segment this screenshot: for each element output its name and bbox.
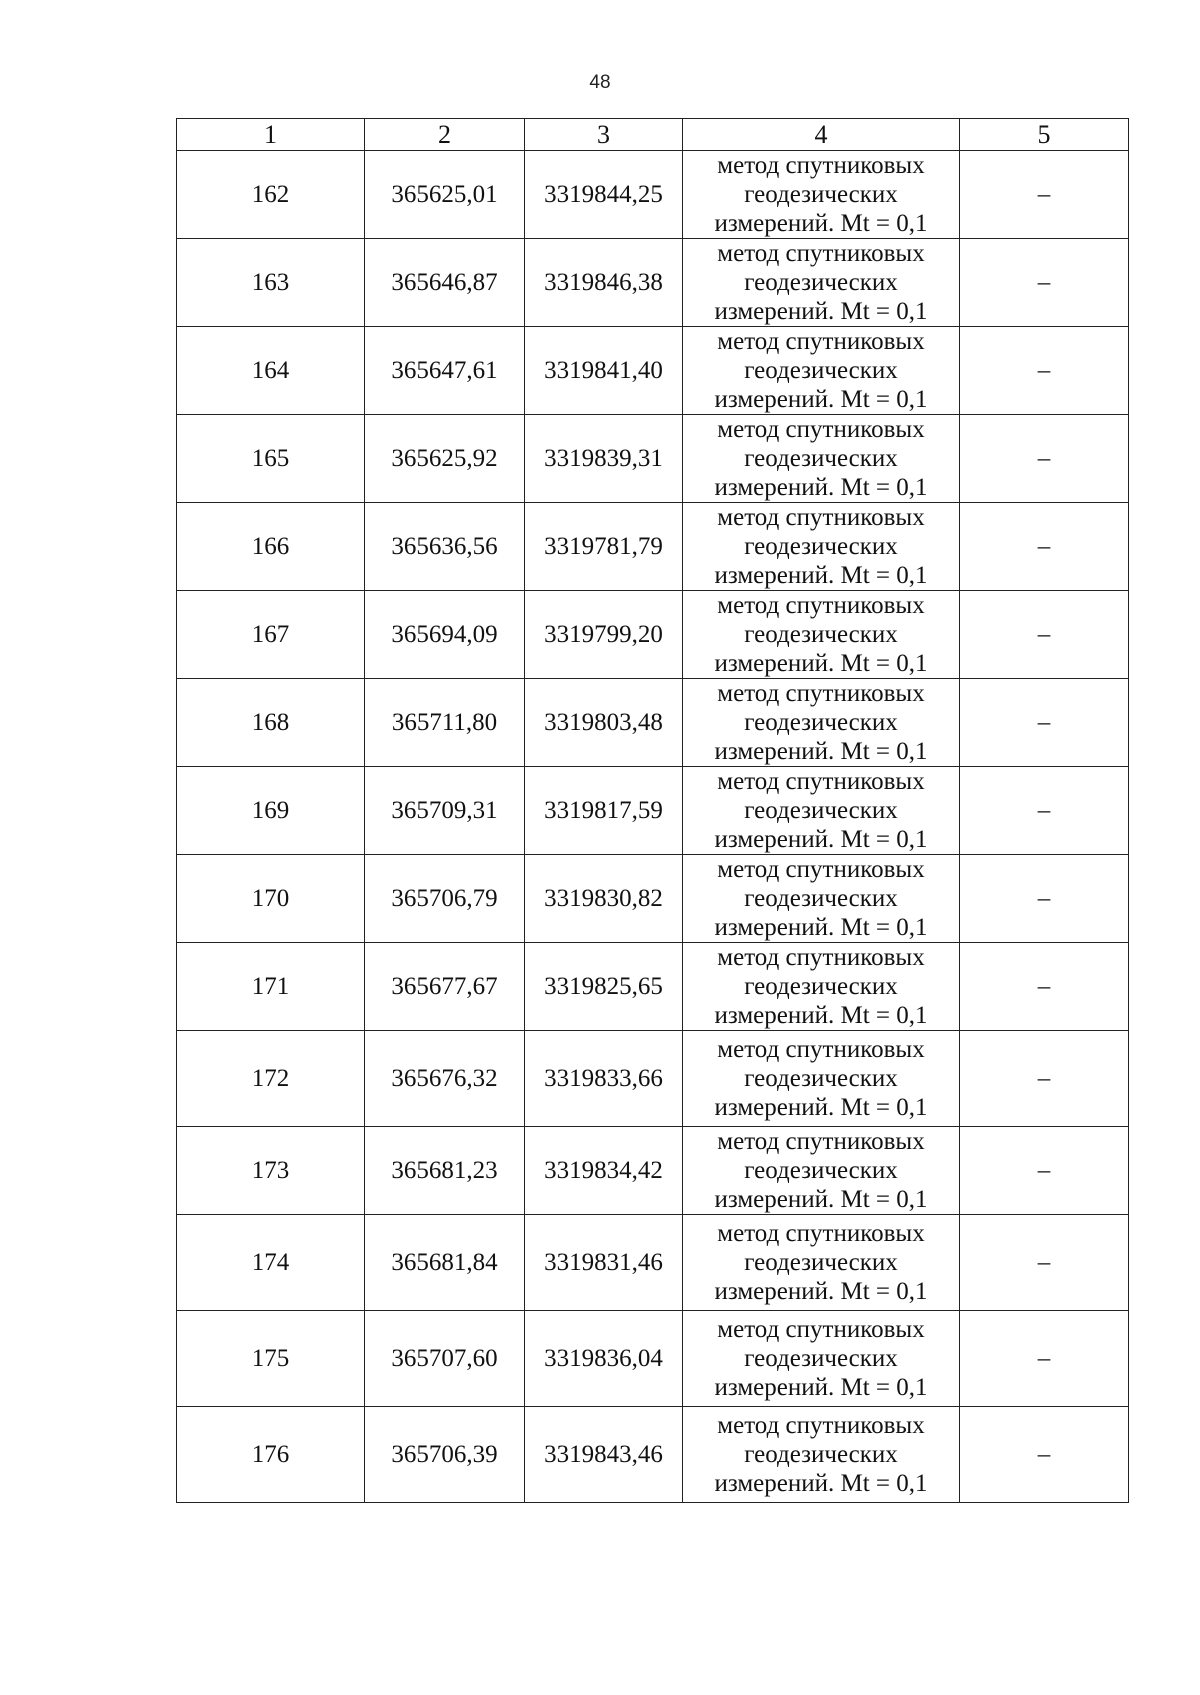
method-line: измерений. Mt = 0,1	[714, 1094, 928, 1121]
y-coordinate: 3319834,42	[525, 1127, 683, 1215]
method-line: геодезических	[744, 1345, 898, 1372]
table-row	[177, 855, 1129, 943]
table-row	[177, 151, 1129, 239]
point-number: 162	[177, 151, 365, 239]
y-coordinate: 3319799,20	[525, 591, 683, 679]
y-coordinate: 3319817,59	[525, 767, 683, 855]
point-number: 175	[177, 1311, 365, 1407]
point-number: 176	[177, 1407, 365, 1503]
header-row	[177, 119, 1129, 151]
point-number: 173	[177, 1127, 365, 1215]
method-line: геодезических	[744, 973, 898, 1000]
column-header: 3	[525, 119, 683, 151]
method-line: метод спутниковых	[717, 944, 925, 971]
method-line: геодезических	[744, 1441, 898, 1468]
note-dash: –	[960, 855, 1129, 943]
note-dash: –	[960, 591, 1129, 679]
x-coordinate: 365709,31	[365, 767, 525, 855]
method-line: метод спутниковых	[717, 328, 925, 355]
point-number: 163	[177, 239, 365, 327]
method-line: измерений. Mt = 0,1	[714, 1278, 928, 1305]
x-coordinate: 365707,60	[365, 1311, 525, 1407]
note-dash: –	[960, 503, 1129, 591]
method-line: измерений. Mt = 0,1	[714, 1374, 928, 1401]
note-dash: –	[960, 1031, 1129, 1127]
method-description	[683, 767, 960, 855]
point-number: 172	[177, 1031, 365, 1127]
method-description	[683, 679, 960, 767]
column-header: 5	[960, 119, 1129, 151]
note-dash: –	[960, 415, 1129, 503]
note-dash: –	[960, 1311, 1129, 1407]
x-coordinate: 365646,87	[365, 239, 525, 327]
y-coordinate: 3319841,40	[525, 327, 683, 415]
method-line: метод спутниковых	[717, 504, 925, 531]
point-number: 169	[177, 767, 365, 855]
y-coordinate: 3319844,25	[525, 151, 683, 239]
y-coordinate: 3319830,82	[525, 855, 683, 943]
note-dash: –	[960, 327, 1129, 415]
x-coordinate: 365647,61	[365, 327, 525, 415]
method-line: метод спутниковых	[717, 1128, 925, 1155]
method-line: измерений. Mt = 0,1	[714, 1186, 928, 1213]
table-row	[177, 679, 1129, 767]
method-line: геодезических	[744, 533, 898, 560]
method-description	[683, 239, 960, 327]
method-line: измерений. Mt = 0,1	[714, 1002, 928, 1029]
method-description	[683, 327, 960, 415]
method-line: метод спутниковых	[717, 592, 925, 619]
y-coordinate: 3319839,31	[525, 415, 683, 503]
table-row	[177, 1215, 1129, 1311]
method-line: измерений. Mt = 0,1	[714, 474, 928, 501]
method-line: метод спутниковых	[717, 1036, 925, 1063]
point-number: 171	[177, 943, 365, 1031]
x-coordinate: 365636,56	[365, 503, 525, 591]
note-dash: –	[960, 943, 1129, 1031]
method-line: измерений. Mt = 0,1	[714, 826, 928, 853]
table-row	[177, 503, 1129, 591]
x-coordinate: 365625,92	[365, 415, 525, 503]
method-line: геодезических	[744, 621, 898, 648]
point-number: 166	[177, 503, 365, 591]
table-row	[177, 1031, 1129, 1127]
method-line: метод спутниковых	[717, 1316, 925, 1343]
method-line: метод спутниковых	[717, 1412, 925, 1439]
note-dash: –	[960, 151, 1129, 239]
x-coordinate: 365625,01	[365, 151, 525, 239]
table-body	[177, 151, 1129, 1503]
y-coordinate: 3319803,48	[525, 679, 683, 767]
method-line: измерений. Mt = 0,1	[714, 1470, 928, 1497]
x-coordinate: 365706,79	[365, 855, 525, 943]
coordinates-table	[176, 118, 1129, 1503]
method-line: геодезических	[744, 269, 898, 296]
method-description	[683, 1215, 960, 1311]
method-line: геодезических	[744, 797, 898, 824]
note-dash: –	[960, 1407, 1129, 1503]
table-row	[177, 1407, 1129, 1503]
method-line: метод спутниковых	[717, 680, 925, 707]
method-line: геодезических	[744, 885, 898, 912]
table-row	[177, 239, 1129, 327]
note-dash: –	[960, 767, 1129, 855]
method-line: измерений. Mt = 0,1	[714, 298, 928, 325]
y-coordinate: 3319836,04	[525, 1311, 683, 1407]
point-number: 170	[177, 855, 365, 943]
x-coordinate: 365677,67	[365, 943, 525, 1031]
method-line: метод спутниковых	[717, 768, 925, 795]
y-coordinate: 3319781,79	[525, 503, 683, 591]
method-description	[683, 1407, 960, 1503]
method-description	[683, 1127, 960, 1215]
y-coordinate: 3319831,46	[525, 1215, 683, 1311]
method-line: метод спутниковых	[717, 240, 925, 267]
method-description	[683, 1311, 960, 1407]
method-line: измерений. Mt = 0,1	[714, 386, 928, 413]
x-coordinate: 365711,80	[365, 679, 525, 767]
column-header: 4	[683, 119, 960, 151]
method-description	[683, 503, 960, 591]
point-number: 174	[177, 1215, 365, 1311]
method-line: измерений. Mt = 0,1	[714, 562, 928, 589]
table-row	[177, 767, 1129, 855]
table-row	[177, 943, 1129, 1031]
method-line: измерений. Mt = 0,1	[714, 914, 928, 941]
note-dash: –	[960, 679, 1129, 767]
column-header: 2	[365, 119, 525, 151]
table-row	[177, 415, 1129, 503]
method-line: геодезических	[744, 1157, 898, 1184]
method-line: геодезических	[744, 181, 898, 208]
method-line: метод спутниковых	[717, 416, 925, 443]
method-line: измерений. Mt = 0,1	[714, 210, 928, 237]
page-number: 48	[589, 72, 611, 93]
note-dash: –	[960, 1127, 1129, 1215]
method-line: метод спутниковых	[717, 856, 925, 883]
table-row	[177, 1127, 1129, 1215]
method-description	[683, 151, 960, 239]
y-coordinate: 3319846,38	[525, 239, 683, 327]
method-description	[683, 943, 960, 1031]
method-line: метод спутниковых	[717, 152, 925, 179]
method-line: геодезических	[744, 445, 898, 472]
x-coordinate: 365676,32	[365, 1031, 525, 1127]
method-line: геодезических	[744, 1249, 898, 1276]
point-number: 168	[177, 679, 365, 767]
method-line: метод спутниковых	[717, 1220, 925, 1247]
note-dash: –	[960, 239, 1129, 327]
method-line: измерений. Mt = 0,1	[714, 650, 928, 677]
method-line: геодезических	[744, 1065, 898, 1092]
x-coordinate: 365694,09	[365, 591, 525, 679]
table-row	[177, 591, 1129, 679]
table-row	[177, 327, 1129, 415]
note-dash: –	[960, 1215, 1129, 1311]
method-description	[683, 1031, 960, 1127]
y-coordinate: 3319843,46	[525, 1407, 683, 1503]
y-coordinate: 3319833,66	[525, 1031, 683, 1127]
table-row	[177, 1311, 1129, 1407]
point-number: 164	[177, 327, 365, 415]
x-coordinate: 365681,84	[365, 1215, 525, 1311]
method-line: геодезических	[744, 357, 898, 384]
column-header: 1	[177, 119, 365, 151]
method-description	[683, 415, 960, 503]
point-number: 165	[177, 415, 365, 503]
x-coordinate: 365706,39	[365, 1407, 525, 1503]
method-description	[683, 855, 960, 943]
y-coordinate: 3319825,65	[525, 943, 683, 1031]
point-number: 167	[177, 591, 365, 679]
method-line: геодезических	[744, 709, 898, 736]
method-line: измерений. Mt = 0,1	[714, 738, 928, 765]
x-coordinate: 365681,23	[365, 1127, 525, 1215]
method-description	[683, 591, 960, 679]
